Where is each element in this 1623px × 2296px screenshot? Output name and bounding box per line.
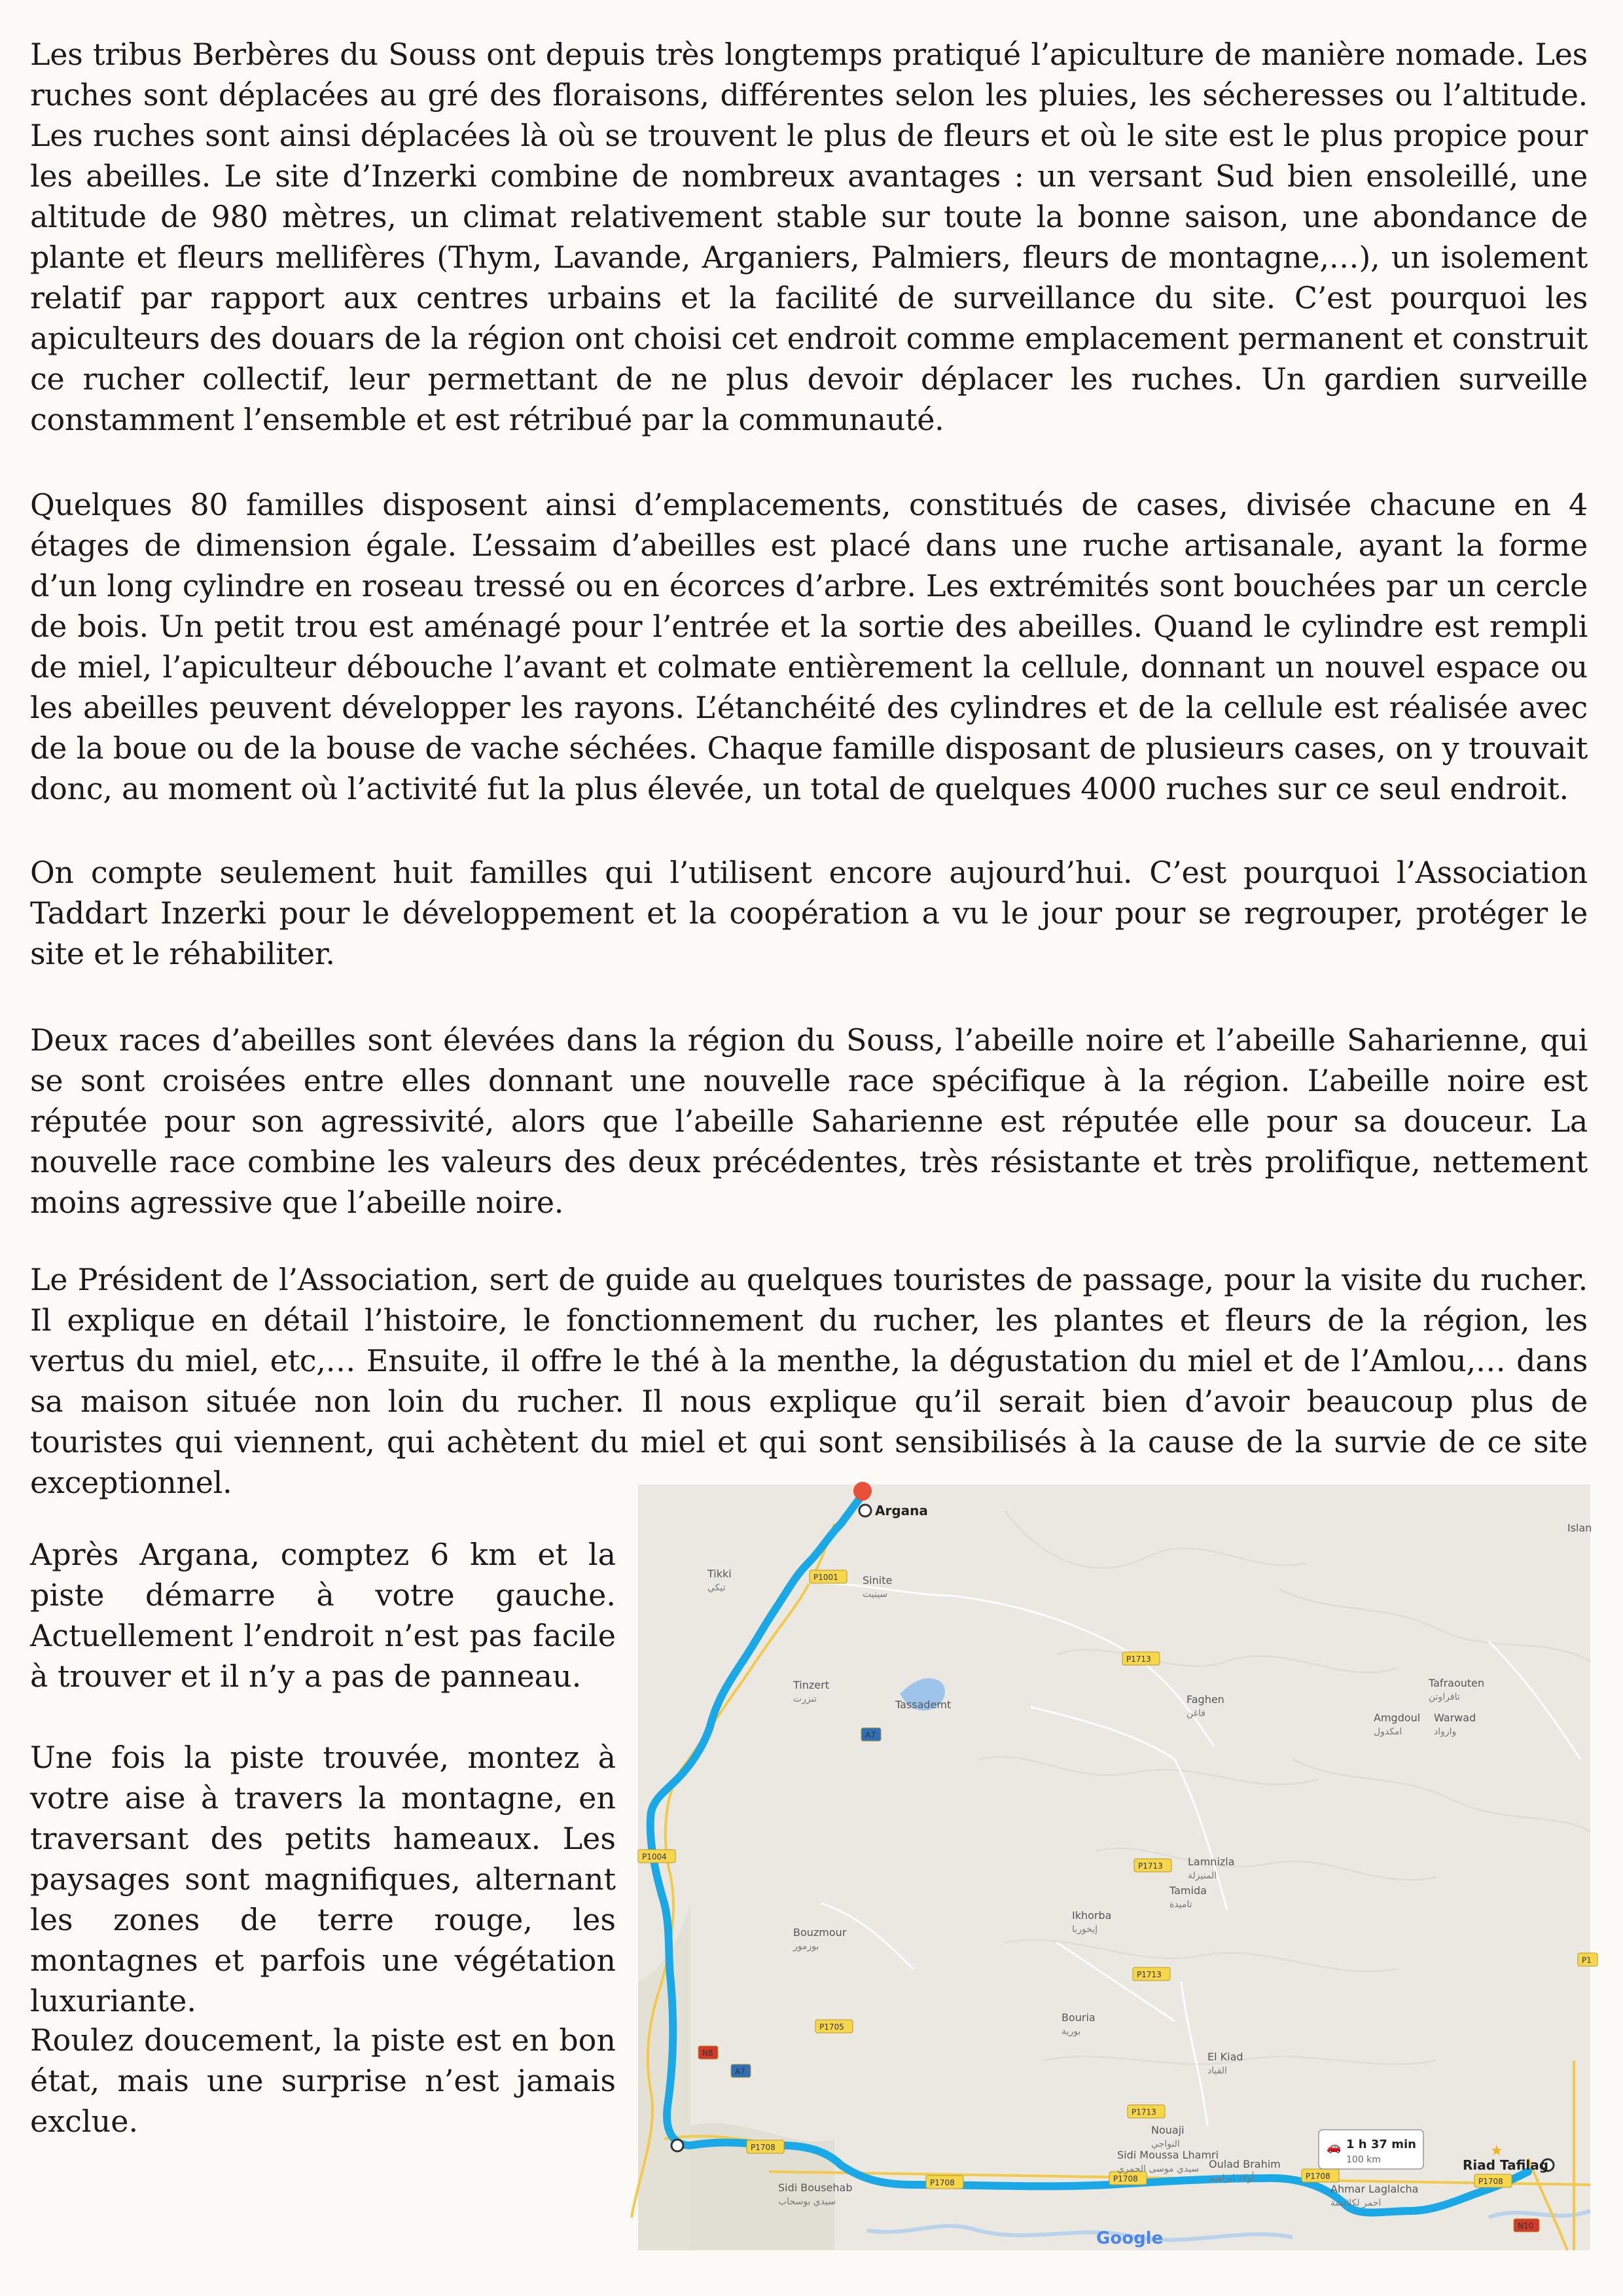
place-label: Bouzmour: [793, 1926, 847, 1939]
place-label: Tamida: [1169, 1884, 1207, 1897]
place-label: Sidi Bousehab: [778, 2181, 853, 2194]
place-label: Warwad: [1434, 1712, 1476, 1724]
road-shield: [747, 2140, 784, 2153]
place-label: Tikki: [707, 1568, 732, 1580]
place-label-arabic: القياد: [1207, 2066, 1227, 2076]
place-label-arabic: سيدي بوسحاب: [778, 2197, 836, 2207]
place-label-arabic: سينيت: [863, 1589, 888, 1600]
place-label: Lamnizla: [1188, 1856, 1235, 1868]
paragraph-bee-races: Deux races d’abeilles sont élevées dans la région du Souss, l’abeille noire et l’abeille Saharienne, qui se sont croisées entre elles donnant une nouvelle race spécifique à la région. L’abeille noire est réputée pour son agressivité, alors que l’abeille Saharienne est réputée elle pour sa douceur. La nouvelle race combine les valeurs des deux précédentes, très résistante et très prolifique, nettement moins agressive que l’abeille noire.: [30, 1022, 1588, 1220]
duration-text: 1 h 37 min: [1346, 2138, 1416, 2151]
road-shield: [1302, 2169, 1339, 2182]
place-label: Islan: [1567, 1522, 1592, 1534]
road-shield-label: P1705: [819, 2022, 844, 2032]
paragraph-president-guide: Le Président de l’Association, sert de guide au quelques touristes de passage, pour la visite du rucher. Il explique en détail l’histoire, le fonctionnement du rucher, les plantes et fleurs de la région, les vertus du miel, etc,… Ensuite, il offre le thé à la menthe, la dégustation du miel et de l’Amlou,… dans sa maison située non loin du rucher. Il nous explique qu’il serait bien d’avoir beaucoup plus de touristes qui viennent, qui achètent du miel et qui sont sensibilisés à la cause de la survie de ce site exceptionnel.: [30, 1262, 1588, 1500]
directions-after-argana: Après Argana, comptez 6 km et la piste démarre à votre gauche. Actuellement l’endroit n’est pas facile à trouver et il n’y a pas de panneau.: [30, 1537, 616, 1694]
paragraph-beekeeping-history: Les tribus Berbères du Souss ont depuis très longtemps pratiqué l’apiculture de manière nomade. Les ruches sont déplacées au gré des floraisons, différentes selon les pluies, les sécheresses ou l’altitude. Les ruches sont ainsi déplacées là où se trouvent le plus de fleurs et où le site est le plus propice pour les abeilles. Le site d’Inzerki combine de nombreux avantages : un versant Sud bien ensoleillé, une altitude de 980 mètres, un climat relativement stable sur toute la bonne saison, une abondance de plante et fleurs mellifères (Thym, Lavande, Arganiers, Palmiers, fleurs de montagne,…), un isolement relatif par rapport aux centres urbains et la facilité de surveillance du site. C’est pourquoi les apiculteurs des douars de la région ont choisi cet endroit comme emplacement permanent et construit ce rucher collectif, leur permettant de ne plus devoir déplacer les ruches. Un gardien surveille constamment l’ensemble et est rétribué par la communauté.: [30, 37, 1588, 437]
directions-drive-slowly: Roulez doucement, la piste est en bon état, mais une surprise n’est jamais exclue.: [30, 2022, 616, 2139]
car-icon: 🚗: [1327, 2140, 1342, 2154]
place-label-arabic: المنيزلة: [1188, 1871, 1217, 1881]
place-label: Ahmar Laglalcha: [1330, 2183, 1419, 2195]
paragraph-association: On compte seulement huit familles qui l’utilisent encore aujourd’hui. C’est pourquoi l’Association Taddart Inzerki pour le développement et la coopération a vu le jour pour se regrouper, protéger le site et le réhabiliter.: [30, 855, 1588, 971]
road-shield-label: N10: [1518, 2221, 1534, 2231]
origin-label: Riad Tafilag: [1463, 2157, 1549, 2173]
place-label-arabic: أولاد ابراهيم: [1209, 2173, 1255, 2183]
place-label-arabic: بورية: [1061, 2026, 1081, 2037]
road-shield-label: P1708: [930, 2178, 955, 2187]
road-shield-label: P1708: [1306, 2172, 1330, 2181]
origin-waypoint[interactable]: [671, 2140, 683, 2151]
route-map[interactable]: [638, 1484, 1590, 2250]
place-label: Tassademt: [895, 1698, 952, 1711]
road-shield: [1128, 2105, 1165, 2118]
road-shield-label: P1713: [1138, 1861, 1163, 1871]
road-shield-label: P1: [1582, 1956, 1592, 1965]
place-label: Tafraouten: [1429, 1677, 1485, 1689]
place-label-arabic: تنزرت: [793, 1694, 817, 1704]
road-shield: [926, 2176, 963, 2189]
road-shield: [638, 1850, 675, 1863]
destination-marker[interactable]: [859, 1505, 871, 1516]
road-shield: [698, 2046, 718, 2059]
place-label-arabic: فاغن: [1186, 1708, 1205, 1719]
road-shield-label: P1708: [1478, 2177, 1503, 2186]
directions-mountain: Une fois la piste trouvée, montez à votre aise à travers la montagne, en traversant des petits hameaux. Les paysages sont magnifiques, alternant les zones de terre rouge, les montagnes et parfois une végétation luxuriante.: [30, 1740, 616, 2018]
road-shield: [815, 2020, 853, 2033]
road-shield: [1133, 1967, 1170, 1981]
place-label-arabic: تيكي: [707, 1583, 726, 1593]
place-label-arabic: بوزمور: [793, 1941, 819, 1952]
road-shield: [810, 1570, 847, 1583]
road-shield: [1514, 2219, 1539, 2232]
place-label: Tinzert: [793, 1679, 829, 1691]
place-label-arabic: سيدي موسى الحمري: [1117, 2164, 1200, 2174]
place-label: Sidi Moussa Lhamri: [1117, 2149, 1219, 2161]
road-shield: [1474, 2174, 1512, 2187]
place-label: Nouaji: [1151, 2124, 1185, 2136]
place-label-arabic: امكدول: [1374, 1727, 1402, 1737]
distance-text: 100 km: [1346, 2155, 1381, 2165]
place-label-arabic: إيخوربا: [1072, 1924, 1097, 1935]
road-shield: [1578, 1953, 1597, 1966]
star-icon: ★: [1490, 2143, 1503, 2159]
road-shield: [1134, 1859, 1171, 1872]
place-label-arabic: احمر لكلالشة: [1330, 2198, 1382, 2208]
place-label: El Kiad: [1207, 2051, 1243, 2063]
place-label: Sinite: [863, 1574, 893, 1587]
place-label-arabic: تاميدة: [1169, 1899, 1192, 1910]
road-shield-label: A7: [865, 1731, 876, 1740]
road-shield: [861, 1728, 881, 1741]
road-shield-label: P1713: [1126, 1655, 1151, 1664]
place-label: Ikhorba: [1072, 1909, 1112, 1922]
place-label: Oulad Brahim: [1209, 2158, 1281, 2170]
place-label: Amgdoul: [1374, 1712, 1421, 1724]
road-shield: [731, 2064, 751, 2077]
road-shield-label: P1713: [1132, 2108, 1156, 2117]
road-shield-label: N8: [702, 2049, 713, 2058]
road-shield: [1122, 1652, 1160, 1665]
destination-label: Argana: [875, 1503, 928, 1518]
duration-bubble[interactable]: [1319, 2130, 1423, 2169]
road-shield-label: P1004: [642, 1852, 667, 1861]
road-shield-label: A7: [735, 2067, 745, 2076]
place-label-arabic: تافراوتن: [1429, 1692, 1460, 1702]
road-shield-label: P1713: [1137, 1970, 1162, 1979]
road-shield-label: P1001: [813, 1573, 838, 1582]
paragraph-hive-structure: Quelques 80 familles disposent ainsi d’emplacements, constitués de cases, divisée chacune en 4 étages de dimension égale. L’essaim d’abeilles est placé dans une ruche artisanale, ayant la forme d’un long cylindre en roseau tressé ou en écorces d’arbre. Les extrémités sont bouchées par un cercle de bois. Un petit trou est aménagé pour l’entrée et la sortie des abeilles. Quand le cylindre est rempli de miel, l’apiculteur débouche l’avant et colmate entièrement la cellule, donnant un nouvel espace ou les abeilles peuvent développer les rayons. L’étanchéité des cylindres et de la cellule est réalisée avec de la boue ou de la bouse de vache séchées. Chaque famille disposant de plusieurs cases, on y trouvait donc, au moment où l’activité fut la plus élevée, un total de quelques 4000 ruches sur ce seul endroit.: [30, 487, 1588, 806]
google-attribution: Google: [1096, 2229, 1164, 2248]
place-label: Faghen: [1186, 1693, 1224, 1706]
road-shield-label: P1708: [1113, 2174, 1138, 2183]
place-label-arabic: وارواد: [1434, 1727, 1457, 1737]
road-shield-label: P1708: [751, 2143, 776, 2152]
place-label-arabic: النواجي: [1151, 2139, 1180, 2149]
place-label: Bouria: [1061, 2011, 1096, 2024]
